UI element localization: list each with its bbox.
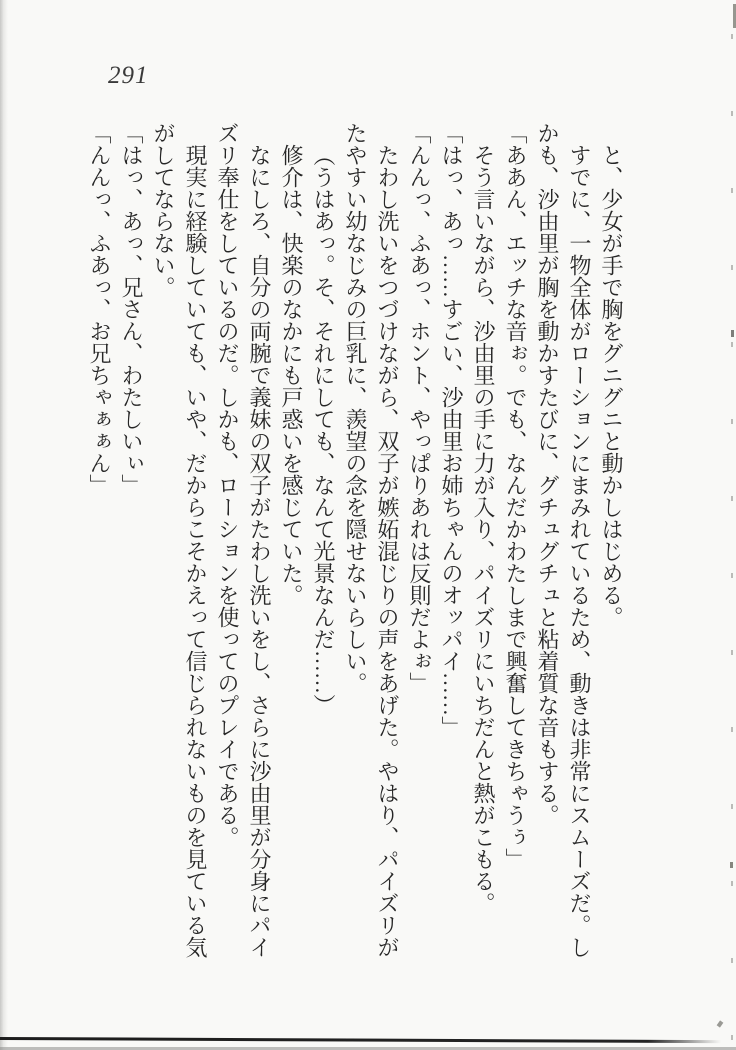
scan-edge-left [0, 0, 8, 1050]
novel-paragraph: 「んんっ、ふあっ、ホント、やっぱりあれは反則だよぉ」 [407, 122, 432, 694]
novel-paragraph: そう言いながら、沙由里の手に力が入り、パイズリにいちだんと熱がこもる。 [471, 144, 496, 914]
novel-paragraph: たわし洗いをつづけながら、双子が嫉妬混じりの声をあげた。やはり、パイズリがたやすい幼なじみの巨乳に、羨望の念を隠せないらしい。 [343, 122, 400, 958]
bottom-rule [0, 1037, 736, 1043]
page-number: 291 [108, 62, 149, 89]
novel-paragraph: なにしろ、自分の両腕で義妹の双子がたわし洗いをし、さらに沙由里が分身にパイズリ奉仕をしているのだ。しかも、ローションを使ってのプレイである。 [215, 122, 272, 958]
novel-paragraph: と、少女が手で胸をグニグニと動かしはじめる。 [599, 144, 624, 628]
novel-paragraph: 修介は、快楽のなかにも戸惑いを感じていた。 [279, 144, 304, 606]
novel-paragraph: （うはあっ。そ、それにしても、なんて光景なんだ……） [311, 144, 336, 716]
novel-paragraph: すでに、一物全体がローションにまみれているため、動きは非常にスムーズだ。しかも、沙由里が胸を動かすたびに、グチュグチュと粘着質な音もする。 [535, 122, 592, 958]
scan-speck [731, 330, 734, 337]
scan-speck [730, 862, 733, 868]
scan-edge-right-specks [731, 0, 733, 1050]
novel-paragraph: 「はっ、あっ、兄さん、わたしいぃ」 [119, 122, 144, 496]
novel-paragraph: 「はっ、あっ……すごい、沙由里お姉ちゃんのオッパイ……」 [439, 122, 464, 738]
novel-paragraph: 「ああん、エッチな音ぉ。でも、なんだかわたしまで興奮してきちゃうぅ」 [503, 122, 528, 870]
scan-speck [717, 1020, 724, 1027]
novel-paragraph: 現実に経験していても、いや、だからこそかえって信じられないものを見ている気がしてならない。 [151, 122, 208, 958]
text-block [83, 122, 627, 958]
novel-paragraph: 「んんっ、ふあっ、お兄ちゃぁぁん」 [87, 122, 112, 496]
